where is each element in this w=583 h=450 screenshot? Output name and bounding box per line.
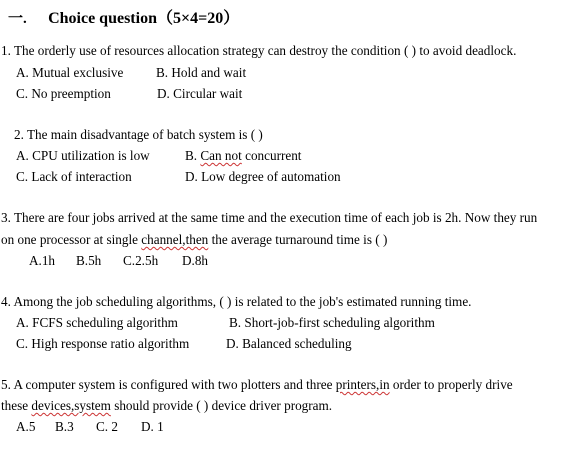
section-heading xyxy=(8,11,239,27)
q1-option-a[interactable]: A. Mutual exclusive xyxy=(16,65,124,80)
question-text: order to properly drive xyxy=(389,377,513,392)
q5-option-c[interactable]: C. 2 xyxy=(96,419,118,434)
question-text: the average turnaround time is ( ) xyxy=(208,232,388,247)
question-number: 2. xyxy=(14,127,24,142)
flagged-phrase: channel,then xyxy=(141,232,209,247)
q4-option-a[interactable]: A. FCFS scheduling algorithm xyxy=(16,315,178,330)
option-label: B. xyxy=(185,148,201,163)
question-text: should provide ( ) device driver program. xyxy=(110,398,333,413)
q4-option-d[interactable]: D. Balanced scheduling xyxy=(226,336,352,351)
section-number: 一. xyxy=(8,11,27,27)
q1-option-b[interactable]: B. Hold and wait xyxy=(156,65,247,80)
q3-option-d[interactable]: D.8h xyxy=(182,253,209,268)
question-text: A computer system is configured with two plotters and three xyxy=(13,377,336,392)
question-number: 3. xyxy=(1,210,11,225)
question-number: 1. xyxy=(1,43,11,58)
question-3-continued xyxy=(1,232,387,248)
q3-option-b[interactable]: B.5h xyxy=(76,253,102,268)
q5-option-b[interactable]: B.3 xyxy=(55,419,74,434)
question-text: There are four jobs arrived at the same time and the execution time of each job is 2h. Now they run xyxy=(13,210,538,225)
question-2 xyxy=(14,127,263,143)
question-1 xyxy=(1,43,516,59)
option-label: concurrent xyxy=(241,148,302,163)
q2-option-d[interactable]: D. Low degree of automation xyxy=(185,169,341,184)
q3-option-a[interactable]: A.1h xyxy=(29,253,56,268)
question-5 xyxy=(1,377,513,393)
q4-option-b[interactable]: B. Short-job-first scheduling algorithm xyxy=(229,315,435,330)
question-text: The main disadvantage of batch system is ( ) xyxy=(26,127,263,142)
question-text: on one processor at single xyxy=(1,232,142,247)
q5-option-d[interactable]: D. 1 xyxy=(141,419,164,434)
q1-option-c[interactable]: C. No preemption xyxy=(16,86,111,101)
flagged-phrase: printers,in xyxy=(335,377,390,392)
question-text: these xyxy=(1,398,32,413)
question-3 xyxy=(1,210,537,226)
q2-option-c[interactable]: C. Lack of interaction xyxy=(16,169,132,184)
question-text: The orderly use of resources allocation strategy can destroy the condition ( ) to avoid deadlock. xyxy=(13,43,517,58)
question-5-continued xyxy=(1,398,332,414)
flagged-phrase: Can not xyxy=(200,148,242,163)
question-number: 4. xyxy=(1,294,11,309)
flagged-phrase: devices,system xyxy=(31,398,111,413)
question-text: Among the job scheduling algorithms, ( ) is related to the job's estimated running time. xyxy=(13,294,472,309)
q1-option-d[interactable]: D. Circular wait xyxy=(157,86,243,101)
question-number: 5. xyxy=(1,377,11,392)
q5-option-a[interactable]: A.5 xyxy=(16,419,36,434)
q2-option-a[interactable]: A. CPU utilization is low xyxy=(16,148,150,163)
q2-option-b[interactable] xyxy=(185,148,301,164)
q3-option-c[interactable]: C.2.5h xyxy=(123,253,159,268)
question-4 xyxy=(1,294,471,310)
section-title: Choice question（5×4=20） xyxy=(48,10,240,27)
q4-option-c[interactable]: C. High response ratio algorithm xyxy=(16,336,190,351)
